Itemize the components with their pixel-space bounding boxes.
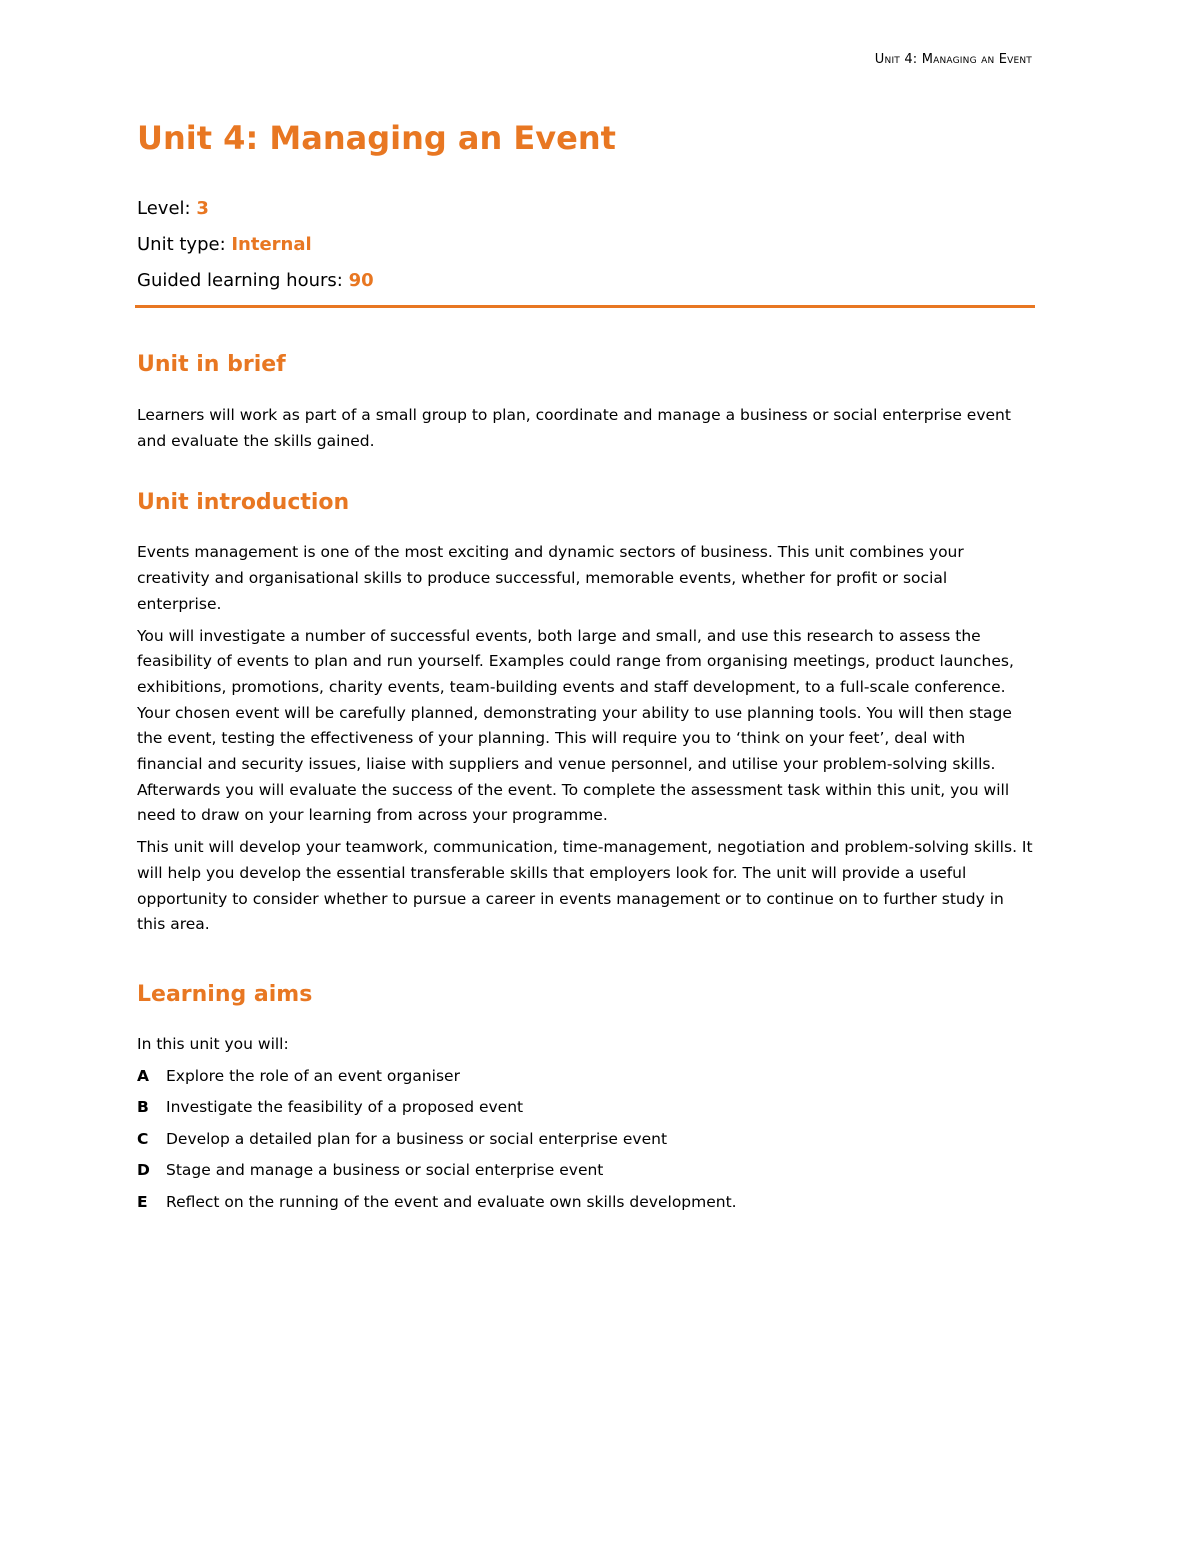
unit-introduction-heading: Unit introduction	[137, 490, 350, 516]
guided-hours-label: Guided learning hours:	[137, 270, 349, 291]
aim-letter: E	[137, 1192, 148, 1211]
aim-letter: C	[137, 1129, 149, 1148]
guided-hours-value: 90	[348, 270, 374, 291]
unit-meta	[137, 191, 1033, 299]
aim-letter: D	[137, 1161, 150, 1180]
aim-text: Reflect on the running of the event and evaluate own skills development.	[166, 1192, 737, 1211]
learning-aims-heading: Learning aims	[137, 981, 313, 1007]
intro-paragraph-3: This unit will develop your teamwork, communication, time-management, negotiation and problem-solving skills. It will help you develop the essential transferable skills that employers look for. The unit will provide a useful opportunity to consider whether to pursue a career in events management or to continue on to further study in this area.	[137, 838, 1033, 934]
unit-in-brief-text: Learners will work as part of a small group to plan, coordinate and manage a business or social enterprise event and evaluate the skills gained.	[137, 406, 1011, 450]
aim-text: Explore the role of an event organiser	[166, 1066, 460, 1085]
page-title: Unit 4: Managing an Event	[137, 119, 616, 157]
learning-aim-b	[137, 1095, 1033, 1120]
running-header: Unit 4: Managing an Event	[874, 52, 1032, 67]
intro-paragraph-1: Events management is one of the most exciting and dynamic sectors of business. This unit combines your creativity and organisational skills to produce successful, memorable events, whether for profit or social enterprise.	[137, 543, 964, 613]
learning-aim-c	[137, 1127, 1033, 1152]
aim-text: Investigate the feasibility of a proposed event	[166, 1098, 524, 1117]
aim-letter: A	[137, 1066, 149, 1085]
learning-aim-e	[137, 1190, 1033, 1215]
unit-type-label: Unit type:	[137, 234, 232, 255]
learning-aim-a	[137, 1064, 1033, 1089]
aim-letter: B	[137, 1098, 149, 1117]
aim-text: Stage and manage a business or social enterprise event	[166, 1161, 604, 1180]
page-content	[137, 112, 1033, 1221]
unit-type-line	[137, 227, 1033, 263]
level-line	[137, 191, 1033, 227]
level-value: 3	[196, 198, 209, 219]
learning-aim-d	[137, 1158, 1033, 1183]
learning-aims-list	[137, 1064, 1033, 1215]
aim-text: Develop a detailed plan for a business or social enterprise event	[166, 1129, 668, 1148]
level-label: Level:	[137, 198, 197, 219]
intro-paragraph-2: You will investigate a number of successful events, both large and small, and use this research to assess the feasibility of events to plan and run yourself. Examples could range from organising meetings, product launches, exhibitions, promotions, charity events, team-building events and staff development, to a full-scale conference. Your chosen event will be carefully planned, demonstrating your ability to use planning tools. You will then stage the event, testing the effectiveness of your planning. This will require you to ‘think on your feet’, deal with financial and security issues, liaise with suppliers and venue personnel, and utilise your problem-solving skills. Afterwards you will evaluate the success of the event. To complete the assessment task within this unit, you will need to draw on your learning from across your programme.	[137, 626, 1014, 825]
unit-type-value: Internal	[231, 234, 312, 255]
unit-in-brief-heading: Unit in brief	[137, 352, 286, 377]
learning-aims-intro: In this unit you will:	[137, 1034, 289, 1053]
orange-divider	[135, 305, 1035, 308]
guided-hours-line	[137, 263, 1033, 299]
